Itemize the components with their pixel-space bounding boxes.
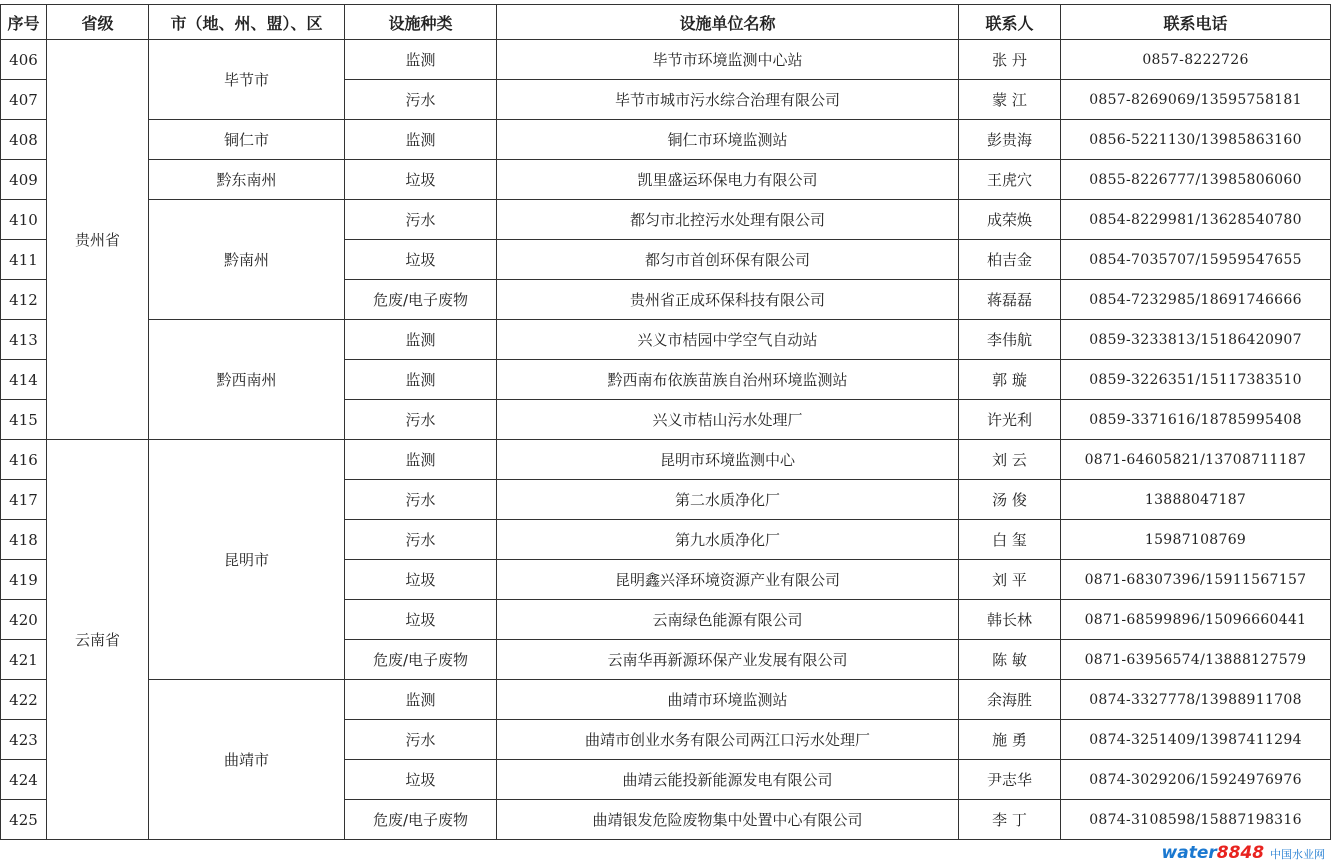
city-cell: 黔东南州	[149, 160, 345, 200]
contact-phone: 0854-7035707/15959547655	[1061, 240, 1331, 280]
facility-type: 垃圾	[345, 160, 497, 200]
contact-person: 陈 敏	[959, 640, 1061, 680]
facility-type: 垃圾	[345, 600, 497, 640]
contact-phone: 0874-3108598/15887198316	[1061, 800, 1331, 840]
row-number: 414	[1, 360, 47, 400]
header-row	[1, 5, 1331, 40]
contact-phone: 0871-64605821/13708711187	[1061, 440, 1331, 480]
facility-unit-name: 毕节市环境监测中心站	[497, 40, 959, 80]
contact-person: 刘 云	[959, 440, 1061, 480]
facility-type: 污水	[345, 720, 497, 760]
row-number: 418	[1, 520, 47, 560]
header-phone: 联系电话	[1061, 5, 1331, 40]
row-number: 425	[1, 800, 47, 840]
facility-unit-name: 曲靖云能投新能源发电有限公司	[497, 760, 959, 800]
facility-unit-name: 兴义市桔山污水处理厂	[497, 400, 959, 440]
city-cell: 昆明市	[149, 440, 345, 680]
contact-person: 韩长林	[959, 600, 1061, 640]
contact-phone: 0859-3233813/15186420907	[1061, 320, 1331, 360]
facility-type: 监测	[345, 440, 497, 480]
table-row	[1, 320, 1331, 360]
contact-person: 蒋磊磊	[959, 280, 1061, 320]
contact-person: 施 勇	[959, 720, 1061, 760]
contact-person: 刘 平	[959, 560, 1061, 600]
facility-type: 污水	[345, 200, 497, 240]
watermark-logo	[1162, 845, 1325, 862]
facility-unit-name: 第九水质净化厂	[497, 520, 959, 560]
contact-person: 尹志华	[959, 760, 1061, 800]
row-number: 415	[1, 400, 47, 440]
facility-contact-table	[0, 4, 1331, 840]
contact-person: 成荣焕	[959, 200, 1061, 240]
contact-person: 许光利	[959, 400, 1061, 440]
contact-person: 李 丁	[959, 800, 1061, 840]
contact-phone: 0874-3251409/13987411294	[1061, 720, 1331, 760]
facility-type: 监测	[345, 120, 497, 160]
facility-unit-name: 黔西南布依族苗族自治州环境监测站	[497, 360, 959, 400]
header-province: 省级	[47, 5, 149, 40]
contact-phone: 0874-3029206/15924976976	[1061, 760, 1331, 800]
facility-type: 污水	[345, 80, 497, 120]
contact-person: 郭 璇	[959, 360, 1061, 400]
row-number: 410	[1, 200, 47, 240]
facility-unit-name: 云南绿色能源有限公司	[497, 600, 959, 640]
facility-unit-name: 铜仁市环境监测站	[497, 120, 959, 160]
row-number: 416	[1, 440, 47, 480]
contact-person: 蒙 江	[959, 80, 1061, 120]
row-number: 424	[1, 760, 47, 800]
table-row	[1, 440, 1331, 480]
table-row	[1, 120, 1331, 160]
contact-phone: 0857-8269069/13595758181	[1061, 80, 1331, 120]
contact-phone: 13888047187	[1061, 480, 1331, 520]
contact-person: 余海胜	[959, 680, 1061, 720]
contact-phone: 0855-8226777/13985806060	[1061, 160, 1331, 200]
row-number: 417	[1, 480, 47, 520]
contact-phone: 0857-8222726	[1061, 40, 1331, 80]
contact-phone: 0859-3371616/18785995408	[1061, 400, 1331, 440]
row-number: 422	[1, 680, 47, 720]
facility-unit-name: 曲靖银发危险废物集中处置中心有限公司	[497, 800, 959, 840]
facility-unit-name: 云南华再新源环保产业发展有限公司	[497, 640, 959, 680]
facility-unit-name: 第二水质净化厂	[497, 480, 959, 520]
contact-person: 汤 俊	[959, 480, 1061, 520]
header-city: 市（地、州、盟）、区	[149, 5, 345, 40]
city-cell: 曲靖市	[149, 680, 345, 840]
watermark-part-water: water	[1161, 843, 1217, 863]
row-number: 407	[1, 80, 47, 120]
contact-phone: 0854-7232985/18691746666	[1061, 280, 1331, 320]
contact-person: 彭贵海	[959, 120, 1061, 160]
facility-type: 监测	[345, 40, 497, 80]
row-number: 406	[1, 40, 47, 80]
contact-phone: 0871-63956574/13888127579	[1061, 640, 1331, 680]
facility-unit-name: 曲靖市环境监测站	[497, 680, 959, 720]
contact-person: 白 玺	[959, 520, 1061, 560]
row-number: 409	[1, 160, 47, 200]
facility-unit-name: 都匀市北控污水处理有限公司	[497, 200, 959, 240]
header-no: 序号	[1, 5, 47, 40]
facility-type: 垃圾	[345, 560, 497, 600]
contact-person: 李伟航	[959, 320, 1061, 360]
table-row	[1, 160, 1331, 200]
header-unit: 设施单位名称	[497, 5, 959, 40]
contact-phone: 0859-3226351/15117383510	[1061, 360, 1331, 400]
province-cell: 贵州省	[47, 40, 149, 440]
contact-person: 柏吉金	[959, 240, 1061, 280]
facility-unit-name: 凯里盛运环保电力有限公司	[497, 160, 959, 200]
contact-phone: 0854-8229981/13628540780	[1061, 200, 1331, 240]
facility-unit-name: 曲靖市创业水务有限公司两江口污水处理厂	[497, 720, 959, 760]
row-number: 419	[1, 560, 47, 600]
table-row	[1, 680, 1331, 720]
facility-type: 监测	[345, 360, 497, 400]
contact-phone: 15987108769	[1061, 520, 1331, 560]
row-number: 411	[1, 240, 47, 280]
facility-type: 危废/电子废物	[345, 640, 497, 680]
contact-phone: 0856-5221130/13985863160	[1061, 120, 1331, 160]
city-cell: 铜仁市	[149, 120, 345, 160]
facility-type: 危废/电子废物	[345, 800, 497, 840]
city-cell: 黔西南州	[149, 320, 345, 440]
city-cell: 黔南州	[149, 200, 345, 320]
watermark-part-number: 8848	[1216, 843, 1265, 863]
facility-type: 污水	[345, 520, 497, 560]
row-number: 423	[1, 720, 47, 760]
header-type: 设施种类	[345, 5, 497, 40]
contact-person: 王虎穴	[959, 160, 1061, 200]
facility-unit-name: 毕节市城市污水综合治理有限公司	[497, 80, 959, 120]
facility-type: 垃圾	[345, 760, 497, 800]
facility-unit-name: 昆明鑫兴泽环境资源产业有限公司	[497, 560, 959, 600]
contact-phone: 0871-68599896/15096660441	[1061, 600, 1331, 640]
contact-phone: 0874-3327778/13988911708	[1061, 680, 1331, 720]
table-row	[1, 40, 1331, 80]
facility-type: 监测	[345, 680, 497, 720]
facility-type: 监测	[345, 320, 497, 360]
facility-unit-name: 都匀市首创环保有限公司	[497, 240, 959, 280]
province-cell: 云南省	[47, 440, 149, 840]
facility-type: 污水	[345, 400, 497, 440]
facility-type: 垃圾	[345, 240, 497, 280]
header-contact: 联系人	[959, 5, 1061, 40]
facility-unit-name: 昆明市环境监测中心	[497, 440, 959, 480]
row-number: 420	[1, 600, 47, 640]
table-row	[1, 200, 1331, 240]
contact-phone: 0871-68307396/15911567157	[1061, 560, 1331, 600]
watermark-part-site: 中国水业网	[1270, 848, 1325, 861]
row-number: 413	[1, 320, 47, 360]
facility-type: 危废/电子废物	[345, 280, 497, 320]
contact-person: 张 丹	[959, 40, 1061, 80]
facility-unit-name: 贵州省正成环保科技有限公司	[497, 280, 959, 320]
row-number: 421	[1, 640, 47, 680]
facility-type: 污水	[345, 480, 497, 520]
facility-unit-name: 兴义市桔园中学空气自动站	[497, 320, 959, 360]
row-number: 408	[1, 120, 47, 160]
row-number: 412	[1, 280, 47, 320]
city-cell: 毕节市	[149, 40, 345, 120]
